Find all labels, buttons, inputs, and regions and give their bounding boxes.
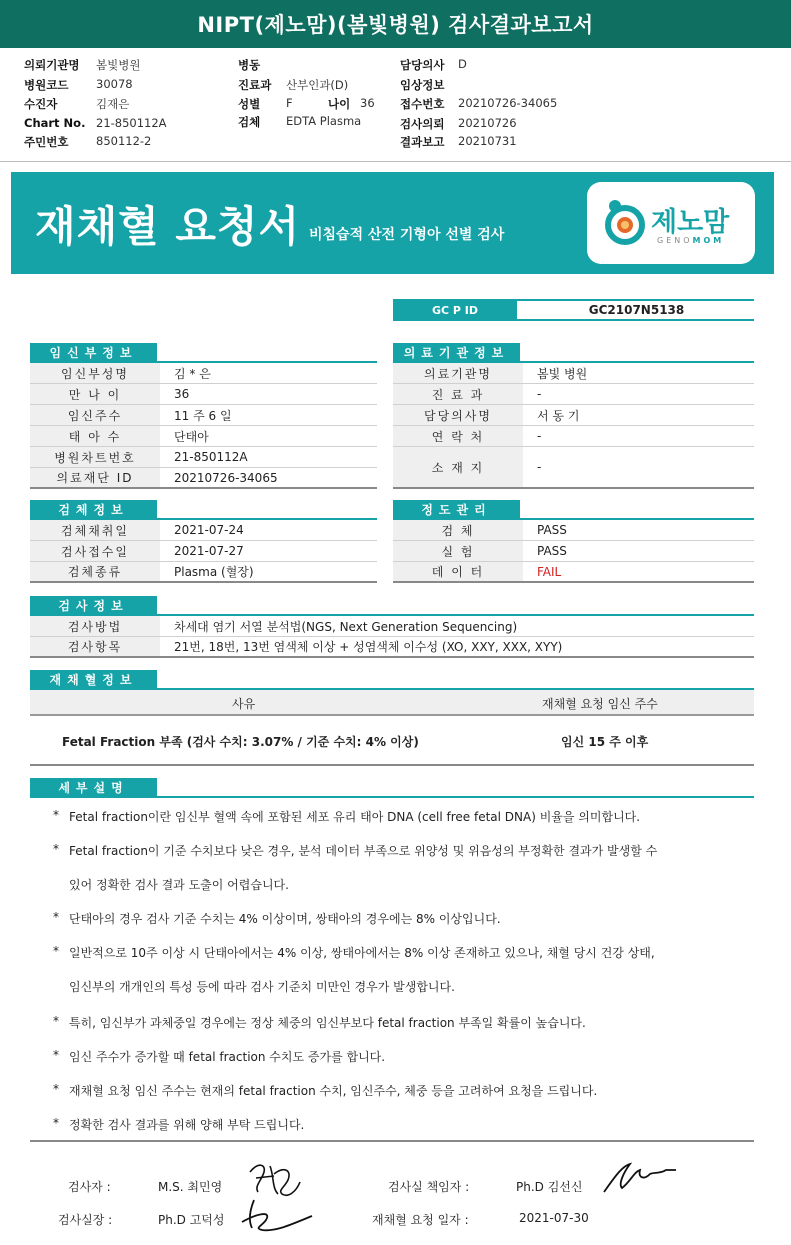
row-label: 만 나 이 [30, 384, 160, 404]
meta-key: 결과보고 [400, 135, 445, 149]
meta-key: 병원코드 [24, 78, 69, 92]
bullet: * [53, 842, 59, 856]
meta-value: F [286, 96, 293, 110]
chief-label: 검사실 책임자 : [388, 1180, 470, 1194]
table-row [393, 520, 754, 541]
director-signature [236, 1194, 316, 1236]
row-label: 의료재단 ID [30, 468, 160, 487]
meta-value: 20210726 [458, 116, 517, 130]
redraw-table-header [30, 690, 754, 716]
meta-key: 의뢰기관명 [24, 58, 80, 72]
bullet: * [53, 944, 59, 958]
row-label: 병원차트번호 [30, 447, 160, 467]
detail-text: 일반적으로 10주 이상 시 단태아에서는 4% 이상, 쌍태아에서는 8% 이상 존재하고 있으나, 채혈 당시 건강 상태, [69, 946, 655, 960]
table-row [30, 520, 377, 541]
row-label: 임신부성명 [30, 363, 160, 383]
detail-text: Fetal fraction이란 임신부 혈액 속에 포함된 세포 유리 태아 DNA (cell free fetal DNA) 비율을 의미합니다. [69, 810, 641, 824]
table-row [30, 426, 377, 447]
table-row [393, 363, 754, 384]
row-label: 검 체 [393, 520, 523, 540]
table-row [393, 447, 754, 489]
logo-eng-a: GENO [657, 236, 693, 245]
row-value: - [537, 387, 542, 401]
table-row [30, 384, 377, 405]
redraw-table-row [30, 716, 754, 766]
row-label: 진 료 과 [393, 384, 523, 404]
row-label: 검체종류 [30, 562, 160, 581]
signature-area [0, 1150, 791, 1245]
meta-key: 성별 [238, 97, 261, 111]
meta-key: 담당의사 [400, 58, 445, 72]
row-label: 검사방법 [30, 616, 160, 636]
meta-value: 30078 [96, 77, 133, 91]
table-row [393, 426, 754, 447]
detail-text: 단태아의 경우 검사 기준 수치는 4% 이상이며, 쌍태아의 경우에는 8% 이상입니다. [69, 912, 501, 926]
genomom-logo [587, 182, 755, 264]
meta-value: EDTA Plasma [286, 114, 362, 128]
redraw-week: 임신 15 주 이후 [561, 735, 649, 749]
row-value: 차세대 염기 서열 분석법(NGS, Next Generation Sequencing) [174, 619, 518, 634]
row-label: 데 이 터 [393, 562, 523, 581]
table-row [30, 541, 377, 562]
section-pregnant-info: 임신부정보 [30, 343, 157, 362]
row-label: 담당의사명 [393, 405, 523, 425]
row-label: 검사접수일 [30, 541, 160, 561]
section-test-info: 검사정보 [30, 596, 157, 615]
row-value: 김 * 은 [174, 366, 211, 381]
row-value: 단태아 [174, 429, 209, 444]
meta-value: 20210726-34065 [458, 96, 558, 110]
table-row [30, 405, 377, 426]
row-label: 실 험 [393, 541, 523, 561]
col-reason: 사유 [232, 697, 256, 711]
row-label: 연 락 처 [393, 426, 523, 446]
table-row [30, 363, 377, 384]
detail-text: 특히, 임신부가 과체중일 경우에는 정상 체중의 임신부보다 fetal fraction 부족일 확률이 높습니다. [69, 1016, 586, 1030]
section-rule [30, 1140, 754, 1142]
banner-subtitle: 비침습적 산전 기형아 선별 검사 [309, 227, 505, 243]
table-row [30, 616, 754, 637]
meta-value: 산부인과(D) [286, 78, 349, 92]
row-value: 서 동 기 [537, 408, 580, 423]
meta-value: 봄빛병원 [96, 58, 141, 72]
meta-key: 병동 [238, 58, 261, 72]
report-meta [0, 50, 791, 162]
meta-key: 접수번호 [400, 97, 445, 111]
bullet: * [53, 808, 59, 822]
row-value: - [537, 460, 542, 474]
tester-name: M.S. 최민영 [158, 1180, 223, 1194]
detail-text: Fetal fraction이 기준 수치보다 낮은 경우, 분석 데이터 부족으로 위양성 및 위음성의 부정확한 결과가 발생할 수 [69, 844, 658, 858]
row-value: 21-850112A [174, 450, 248, 464]
meta-value: 20210731 [458, 134, 517, 148]
col-redraw-week: 재채혈 요청 임신 주수 [542, 697, 658, 711]
row-label: 태 아 수 [30, 426, 160, 446]
redraw-reason: Fetal Fraction 부족 (검사 수치: 3.07% / 기준 수치: 4% 이상) [62, 735, 419, 749]
chief-name: Ph.D 김선신 [516, 1180, 583, 1194]
banner-title: 재채혈 요청서 [35, 202, 301, 251]
bullet: * [53, 1082, 59, 1096]
meta-value: 21-850112A [96, 116, 167, 130]
meta-key: 수진자 [24, 97, 58, 111]
section-specimen-info: 검체정보 [30, 500, 157, 519]
table-row [393, 562, 754, 583]
row-value: 36 [174, 387, 190, 401]
qc-status-fail: FAIL [537, 564, 562, 579]
row-label: 의료기관명 [393, 363, 523, 383]
row-value: 봄빛 병원 [537, 366, 588, 381]
bullet: * [53, 910, 59, 924]
gc-id-value: GC2107N5138 [588, 303, 685, 317]
qc-status: PASS [537, 523, 567, 537]
detail-text: 정확한 검사 결과를 위해 양해 부탁 드립니다. [69, 1118, 305, 1132]
row-label: 검사항목 [30, 637, 160, 656]
bullet: * [53, 1048, 59, 1062]
date-label: 재채혈 요청 일자 : [372, 1213, 469, 1227]
section-rule [30, 796, 754, 798]
meta-key: 진료과 [238, 78, 272, 92]
row-value: 21번, 18번, 13번 염색체 이상 + 성염색체 이수성 (XO, XXY, XXX, XYY) [174, 640, 563, 654]
meta-key: 나이 [328, 97, 351, 111]
table-row [30, 447, 377, 468]
qc-status: PASS [537, 544, 567, 558]
request-banner [11, 172, 774, 274]
row-value: Plasma (혈장) [174, 565, 254, 579]
row-value: - [537, 429, 542, 443]
row-value: 2021-07-27 [174, 544, 244, 558]
logo-eng [657, 236, 724, 245]
row-value: 11 주 6 일 [174, 408, 232, 423]
row-value: 20210726-34065 [174, 470, 278, 485]
row-label: 소 재 지 [393, 447, 523, 487]
request-date: 2021-07-30 [519, 1211, 589, 1225]
row-label: 검체채취일 [30, 520, 160, 540]
section-details: 세부설명 [30, 778, 157, 797]
logo-eng-b: MOM [692, 236, 725, 245]
meta-value: D [458, 57, 467, 71]
meta-key: 주민번호 [24, 135, 69, 149]
logo-name: 제노맘 [651, 207, 730, 238]
table-row [393, 541, 754, 562]
table-row [30, 468, 377, 489]
detail-text: 있어 정확한 검사 결과 도출이 어렵습니다. [69, 878, 289, 892]
section-redraw-info: 재채혈정보 [30, 670, 157, 689]
row-label: 임신주수 [30, 405, 160, 425]
director-name: Ph.D 고덕성 [158, 1213, 225, 1227]
detail-text: 임신부의 개개인의 특성 등에 따라 검사 기준치 미만인 경우가 발생합니다. [69, 980, 455, 994]
table-row [393, 405, 754, 426]
bullet: * [53, 1116, 59, 1130]
table-row [30, 637, 754, 658]
meta-key: 임상정보 [400, 78, 445, 92]
table-row [393, 384, 754, 405]
tester-label: 검사자 : [68, 1180, 111, 1194]
gc-id-box [393, 299, 754, 321]
report-title: NIPT(제노맘)(봄빛병원) 검사결과보고서 [0, 0, 791, 48]
director-label: 검사실장 : [58, 1213, 113, 1227]
meta-key: 검사의뢰 [400, 117, 445, 131]
meta-key: 검체 [238, 115, 261, 129]
section-quality-control: 정도관리 [393, 500, 520, 519]
chief-signature [600, 1158, 680, 1198]
meta-value: 36 [360, 96, 375, 110]
meta-key: Chart No. [24, 116, 86, 130]
table-row [30, 562, 377, 583]
gc-id-label: GC P ID [393, 301, 517, 319]
genomom-logo-icon [603, 198, 647, 246]
section-institution-info: 의료기관정보 [393, 343, 520, 362]
meta-value: 김재은 [96, 97, 130, 111]
row-value: 2021-07-24 [174, 523, 244, 537]
detail-text: 임신 주수가 증가할 때 fetal fraction 수치도 증가를 합니다. [69, 1050, 386, 1064]
detail-text: 재채혈 요청 임신 주수는 현재의 fetal fraction 수치, 임신주수, 체중 등을 고려하여 요청을 드립니다. [69, 1084, 598, 1098]
meta-value: 850112-2 [96, 134, 152, 148]
bullet: * [53, 1014, 59, 1028]
